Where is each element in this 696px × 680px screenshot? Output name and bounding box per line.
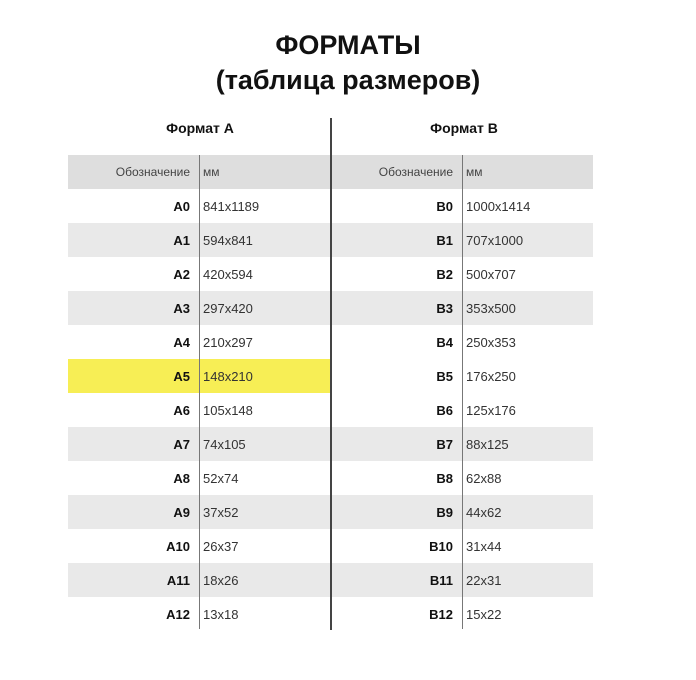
- format-code: B9: [436, 504, 453, 520]
- format-code: A8: [173, 470, 190, 486]
- format-code: A10: [166, 538, 190, 554]
- page-title: ФОРМАТЫ: [275, 30, 421, 60]
- format-size: 1000x1414: [466, 198, 531, 214]
- format-code: B11: [429, 572, 453, 588]
- format-size: 88x125: [466, 436, 509, 452]
- column-header-mm: мм: [203, 165, 220, 179]
- format-a-heading: Формат А: [166, 120, 234, 136]
- format-size: 500x707: [466, 266, 516, 282]
- format-size: 148x210: [203, 368, 253, 384]
- format-code: A2: [173, 266, 190, 282]
- format-code: A0: [173, 198, 190, 214]
- format-size: 353x500: [466, 300, 516, 316]
- format-size: 22x31: [466, 572, 502, 588]
- format-code: B5: [436, 368, 453, 384]
- format-b-heading: Формат В: [430, 120, 498, 136]
- format-code: B1: [436, 232, 453, 248]
- format-code: A4: [173, 334, 190, 350]
- format-size: 26x37: [203, 538, 239, 554]
- format-size: 37x52: [203, 504, 239, 520]
- format-size: 18x26: [203, 572, 239, 588]
- format-code: B2: [436, 266, 453, 282]
- column-header-designation: Обозначение: [378, 165, 453, 179]
- format-size: 74x105: [203, 436, 246, 452]
- format-size: 125x176: [466, 402, 516, 418]
- format-size: 62x88: [466, 470, 502, 486]
- format-code: A12: [166, 606, 190, 622]
- format-size: 297x420: [203, 300, 253, 316]
- format-code: A7: [173, 436, 190, 452]
- format-size: 210x297: [203, 334, 253, 350]
- format-size: 707x1000: [466, 232, 524, 248]
- format-size: 250x353: [466, 334, 516, 350]
- column-divider-a: [199, 155, 200, 629]
- format-size: 52x74: [203, 470, 239, 486]
- column-header-mm: мм: [466, 165, 483, 179]
- format-size: 105x148: [203, 402, 253, 418]
- format-code: B6: [436, 402, 453, 418]
- format-code: A11: [166, 572, 190, 588]
- format-size: 15x22: [466, 606, 502, 622]
- column-header-designation: Обозначение: [115, 165, 190, 179]
- format-size: 841x1189: [203, 198, 260, 214]
- format-code: B0: [436, 198, 453, 214]
- format-size: 31x44: [466, 538, 502, 554]
- format-code: A3: [173, 300, 190, 316]
- format-size: 13x18: [203, 606, 239, 622]
- column-divider-b: [462, 155, 463, 629]
- format-code: B12: [429, 606, 453, 622]
- format-size: 44x62: [466, 504, 502, 520]
- page-subtitle: (таблица размеров): [215, 65, 481, 95]
- format-size: 420x594: [203, 266, 253, 282]
- format-code: B10: [429, 538, 453, 554]
- format-code: A9: [173, 504, 190, 520]
- format-code: A5: [173, 368, 190, 384]
- format-code: B7: [436, 436, 453, 452]
- format-code: B4: [436, 334, 453, 350]
- format-code: B8: [436, 470, 453, 486]
- format-code: A1: [173, 232, 190, 248]
- format-size: 176x250: [466, 368, 516, 384]
- section-divider: [330, 118, 332, 630]
- format-code: A6: [173, 402, 190, 418]
- format-code: B3: [436, 300, 453, 316]
- format-size: 594x841: [203, 232, 253, 248]
